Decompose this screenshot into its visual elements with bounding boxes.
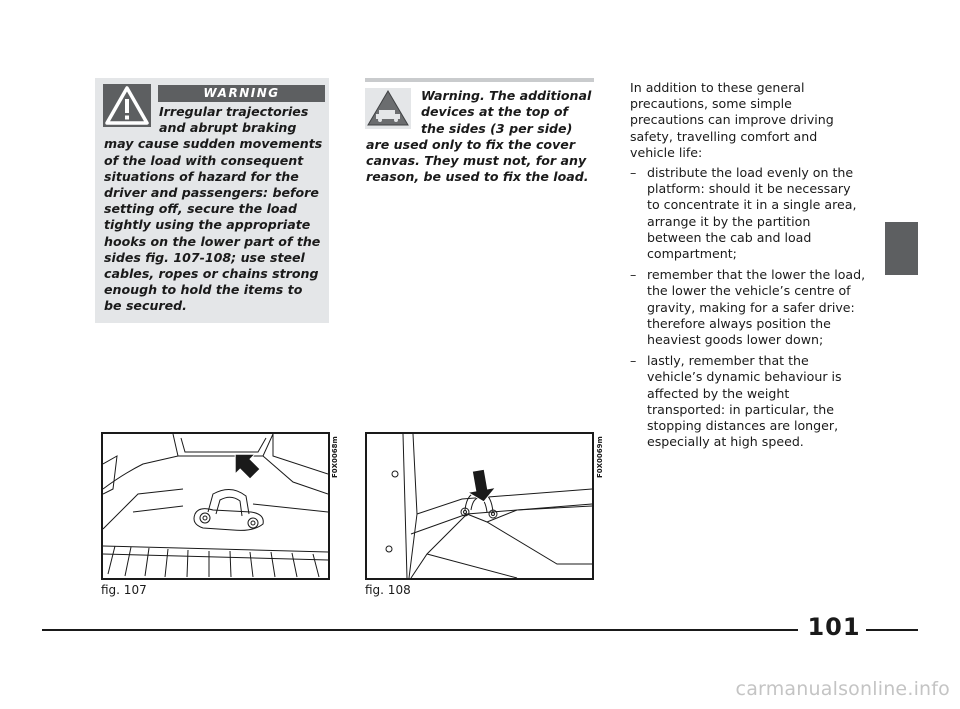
precautions-list (630, 165, 866, 450)
figure-107-code: F0X0068m (331, 436, 339, 478)
middle-warning-rule (365, 78, 594, 82)
body-text (630, 80, 866, 455)
footer-rule-right (866, 629, 918, 631)
middle-warning-text: Warning. The additional devices at the top of the sides (3 per side) are used only to fix the cover canvas. They must not, for any reason, be used to fix the load. (366, 88, 592, 185)
warning-text: Irregular trajectories and abrupt braking may cause sudden movements of the load with consequent situations of hazard for the driver and passengers: before setting off, secure the load tightly using the appropriate hooks on the lower part of the sides fig. 107-108; use steel cables, ropes or chains strong enough to hold the items to be secured. (104, 104, 323, 314)
list-item: – remember that the lower the load, the lower the vehicle’s centre of gravity, making for a safer drive: therefore always position the heaviest goods lower down; (630, 267, 866, 348)
dash-marker: – (630, 267, 637, 283)
figure-108-code: F0X0069m (596, 436, 604, 478)
list-item: – lastly, remember that the vehicle’s dynamic behaviour is affected by the weight transported: in particular, the stopping distances are longer, especially at high speed. (630, 353, 842, 450)
figure-107-image (101, 432, 330, 580)
dash-marker: – (630, 353, 637, 369)
figure-108-caption: fig. 108 (365, 583, 411, 597)
dash-marker: – (630, 165, 637, 181)
list-item: – distribute the load evenly on the platform: should it be necessary to concentrate it in a single area, arrange it by the partition between the cab and load compartment; (630, 165, 857, 262)
section-tab (885, 222, 918, 275)
intro-paragraph: In addition to these general precautions, some simple precautions can improve driving safety, travelling comfort and vehicle life: (630, 80, 834, 160)
figure-107-caption: fig. 107 (101, 583, 147, 597)
footer-rule-left (42, 629, 798, 631)
warning-label: WARNING (158, 85, 325, 102)
figure-108-image (365, 432, 594, 580)
page-number: 101 (807, 613, 861, 641)
watermark: carmanualsonline.info (735, 678, 950, 700)
